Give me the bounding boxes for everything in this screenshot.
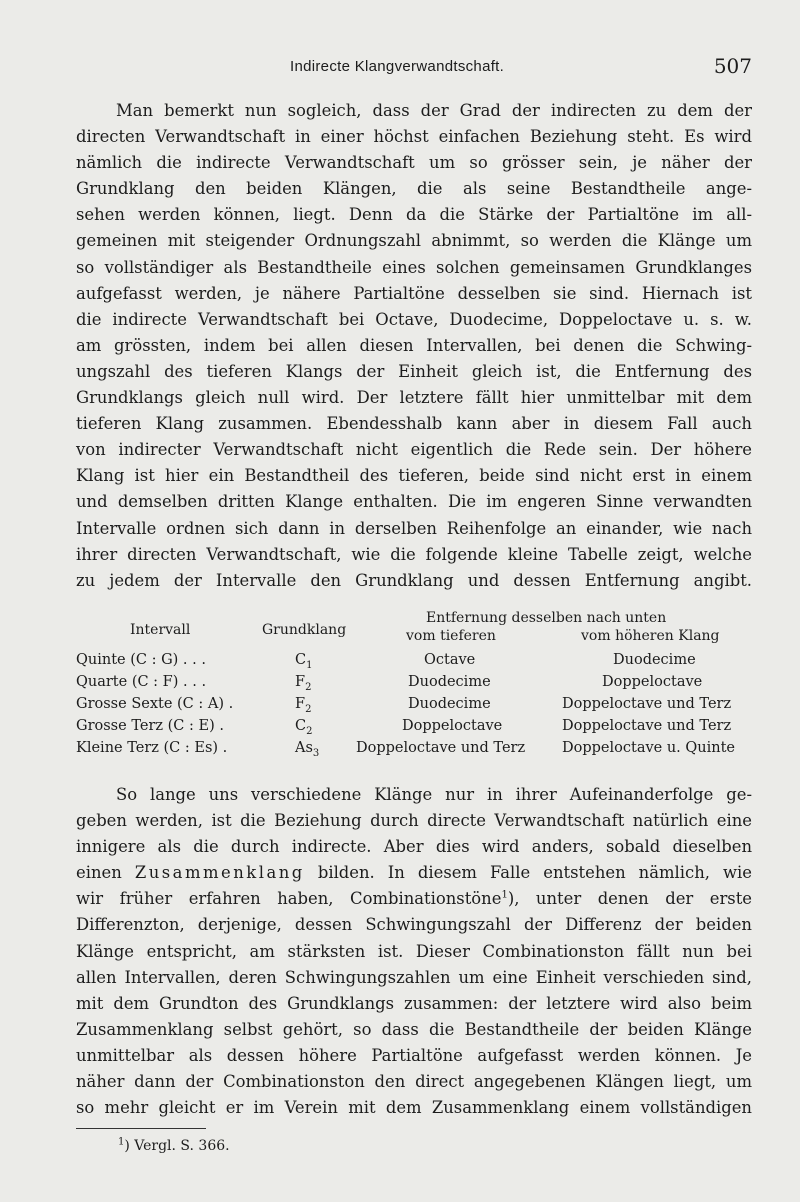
table-row <box>76 740 756 761</box>
table-cell-higher: Doppeloctave <box>602 674 703 690</box>
text-line: und demselben dritten Klange enthalten. Die im engeren Sinne verwandten <box>76 492 752 512</box>
table-cell-interval: Quinte (C : G) . . . <box>76 652 206 668</box>
text-line: allen Intervallen, deren Schwingungszahlen um eine Einheit verschieden sind, <box>76 967 752 987</box>
table-cell-interval: Quarte (C : F) . . . <box>76 674 207 690</box>
table-row <box>76 652 756 673</box>
text-line: Man bemerkt nun sogleich, dass der Grad der indirecten zu dem der <box>116 101 752 120</box>
table-header-interval: Intervall <box>130 622 191 638</box>
table-cell-interval: Kleine Terz (C : Es) . <box>76 740 228 756</box>
text-line: Klänge entspricht, am stärksten ist. Dieser Combinationston fällt nun bei <box>76 941 752 961</box>
table-cell-grundklang: $C_1$ <box>295 652 313 671</box>
running-head <box>76 54 752 84</box>
text-line: zu jedem der Intervalle den Grundklang und dessen Entfernung angibt. <box>76 570 752 590</box>
table-cell-higher: Doppeloctave und Terz <box>562 696 732 712</box>
table-cell-lower: Doppeloctave <box>402 718 503 734</box>
text-line: aufgefasst werden, je nähere Partialtöne desselben sie sind. Hiernach ist <box>76 283 752 303</box>
table-cell-grundklang: $F_2$ <box>295 696 312 715</box>
text-line: Klang ist hier ein Bestandtheil des tieferen, beide sind nicht erst in einem <box>76 466 752 486</box>
table-row <box>76 696 756 717</box>
running-title: Indirecte Klangverwandtschaft. <box>290 58 505 75</box>
text-line: Differenzton, derjenige, dessen Schwingungszahl der Differenz der beiden <box>76 915 752 935</box>
text-line: So lange uns verschiedene Klänge nur in ihrer Aufeinanderfolge ge- <box>116 785 752 804</box>
text-line: die indirecte Verwandtschaft bei Octave, Duodecime, Doppeloctave u. s. w. <box>76 309 752 329</box>
text-line: gemeinen mit steigender Ordnungszahl abnimmt, so werden die Klänge um <box>76 231 752 251</box>
text-line: Zusammenklang selbst gehört, so dass die Bestandtheile der beiden Klänge <box>76 1019 752 1039</box>
text-line: ihrer directen Verwandtschaft, wie die folgende kleine Tabelle zeigt, welche <box>76 544 752 564</box>
table-cell-grundklang: $F_2$ <box>295 674 312 693</box>
table-cell-lower: Duodecime <box>408 696 491 712</box>
text-line: unmittelbar als dessen höhere Partialtöne aufgefasst werden können. Je <box>76 1045 752 1065</box>
text-line: geben werden, ist die Beziehung durch directe Verwandtschaft natürlich eine <box>76 811 752 831</box>
text-line: directen Verwandtschaft in einer höchst einfachen Beziehung steht. Es wird <box>76 127 752 147</box>
table-header-lower: vom tieferen <box>406 628 496 644</box>
text-line: einen Zusammenklang bilden. In diesem Falle entstehen nämlich, wie <box>76 863 752 883</box>
text-line: am grössten, indem bei allen diesen Intervallen, bei denen die Schwing- <box>76 335 752 355</box>
text-line: Intervalle ordnen sich dann in derselben Reihenfolge an einander, wie nach <box>76 518 752 538</box>
text-line: so vollständiger als Bestandtheile eines solchen gemeinsamen Grundklanges <box>76 257 752 277</box>
table-cell-higher: Duodecime <box>613 652 696 668</box>
table-cell-higher: Doppeloctave u. Quinte <box>562 740 736 756</box>
text-line: Grundklangs gleich null wird. Der letztere fällt hier unmittelbar mit dem <box>76 388 752 408</box>
table-cell-lower: Duodecime <box>408 674 491 690</box>
table-cell-grundklang: $C_2$ <box>295 718 313 737</box>
text-line: wir früher erfahren haben, Combinationstöne$^1$), unter denen der erste <box>76 889 752 909</box>
text-line: sehen werden können, liegt. Denn da die Stärke der Partialtöne im all- <box>76 205 752 225</box>
footnote-number: 1 <box>118 1136 125 1148</box>
table-cell-interval: Grosse Sexte (C : A) . <box>76 696 234 712</box>
text-line: mit dem Grundton des Grundklangs zusammen: der letztere wird also beim <box>76 993 752 1013</box>
text-line: näher dann der Combinationston den direct angegebenen Klängen liegt, um <box>76 1072 752 1092</box>
table-row <box>76 674 756 695</box>
text-line: ungszahl des tieferen Klangs der Einheit gleich ist, die Entfernung des <box>76 361 752 381</box>
table-cell-higher: Doppeloctave und Terz <box>562 718 732 734</box>
text-line: tieferen Klang zusammen. Ebendesshalb kann aber in diesem Fall auch <box>76 414 752 434</box>
table-cell-lower: Doppeloctave und Terz <box>356 740 526 756</box>
table-cell-grundklang: $As_3$ <box>295 740 320 759</box>
text-line: so mehr gleicht er im Verein mit dem Zusammenklang einem vollständigen <box>76 1098 752 1118</box>
paragraph-1 <box>76 98 752 594</box>
table-header-distance: Entfernung desselben nach unten <box>426 610 667 626</box>
emphasized-term: Zusammenklang <box>134 863 305 883</box>
table-cell-interval: Grosse Terz (C : E) . <box>76 718 224 734</box>
footnote-text: ) Vergl. S. 366. <box>124 1138 230 1154</box>
footnote-marker[interactable]: 1 <box>501 889 508 901</box>
text-line: innigere als die durch indirecte. Aber dies wird anders, sobald dieselben <box>76 837 752 857</box>
footnote <box>118 1138 230 1154</box>
text-line: Grundklang den beiden Klängen, die als seine Bestandtheile ange- <box>76 179 752 199</box>
page-number: 507 <box>713 54 752 78</box>
paragraph-2 <box>76 782 752 1121</box>
text-line: von indirecter Verwandtschaft nicht eigentlich die Rede sein. Der höhere <box>76 440 752 460</box>
table-row <box>76 718 756 739</box>
table-cell-lower: Octave <box>424 652 476 668</box>
text-line: nämlich die indirecte Verwandtschaft um so grösser sein, je näher der <box>76 153 752 173</box>
table-header-higher: vom höheren Klang <box>581 628 720 644</box>
table-header-grundklang: Grundklang <box>262 622 347 638</box>
footnote-divider <box>76 1128 206 1129</box>
